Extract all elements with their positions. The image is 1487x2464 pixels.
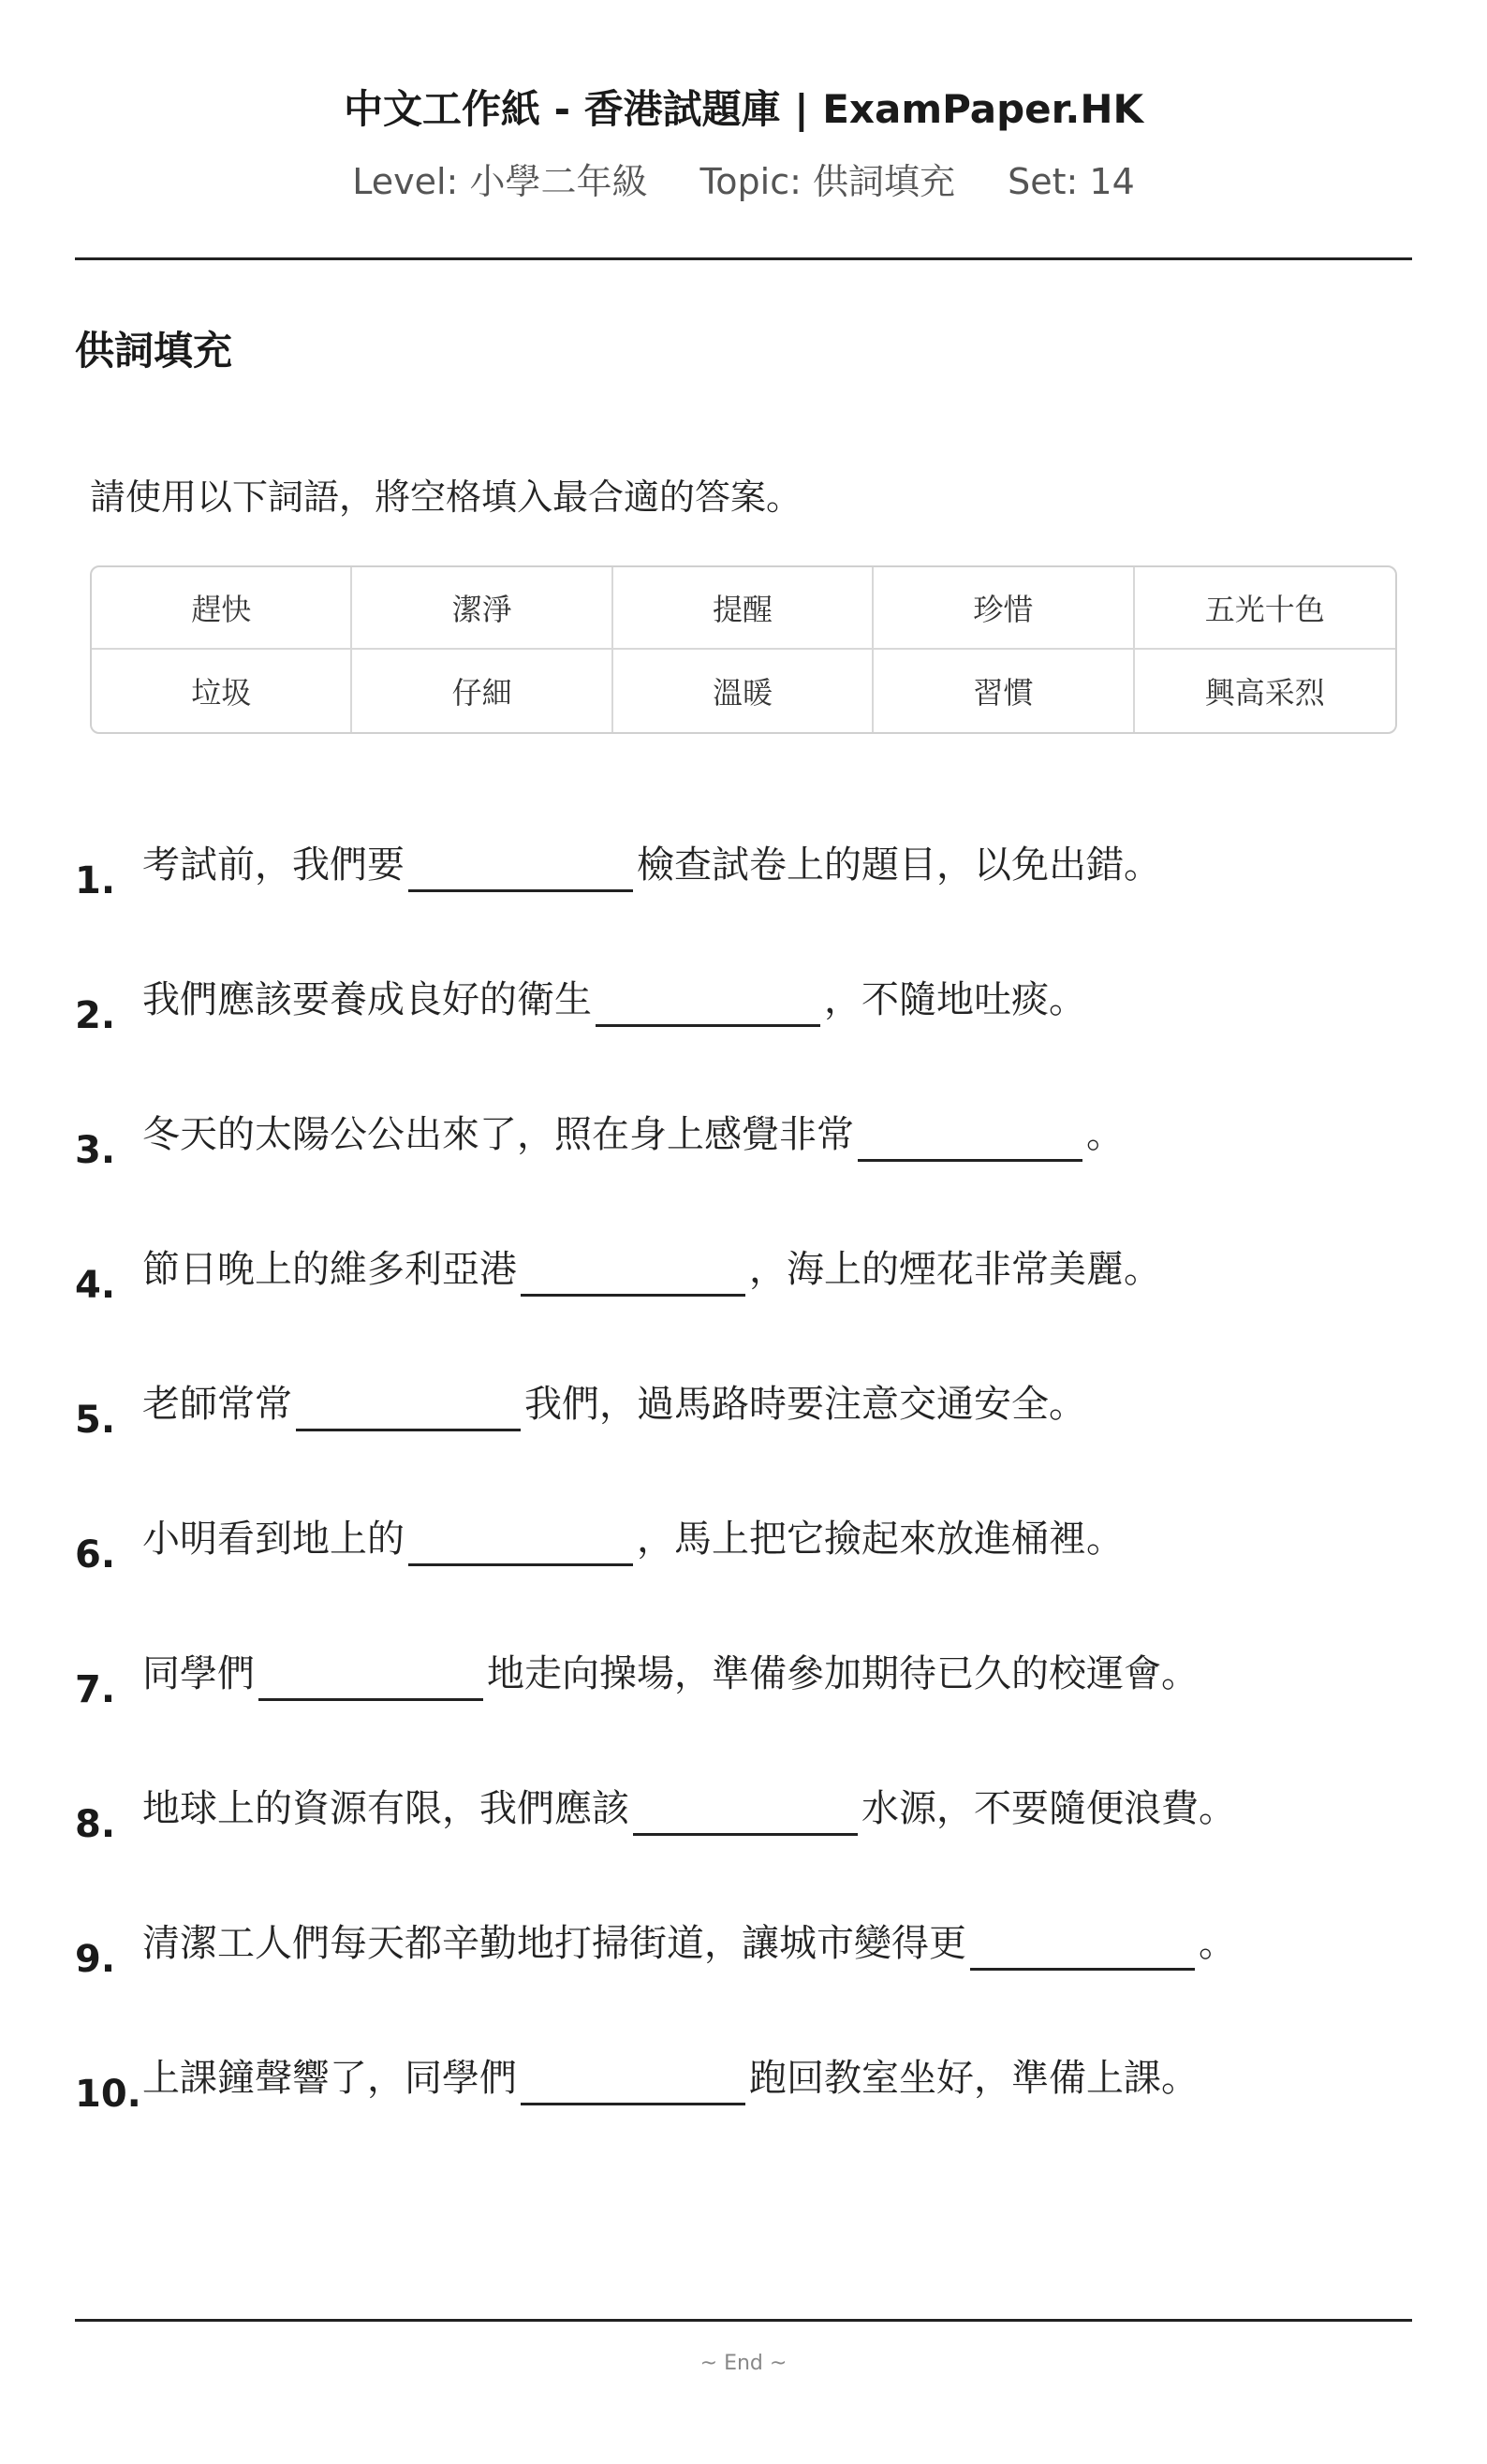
question-item: [75, 1245, 1412, 1380]
question-text-before: 我們應該要養成良好的衛生: [142, 978, 592, 1021]
answer-blank[interactable]: [970, 1927, 1195, 1971]
instruction-text: 請使用以下詞語，將空格填入最合適的答案。: [90, 477, 802, 518]
question-number: 6.: [75, 1533, 116, 1577]
footer-divider: [75, 2319, 1412, 2322]
question-item: [75, 1110, 1412, 1245]
question-text-before: 上課鐘聲響了，同學們: [142, 2057, 517, 2100]
word-bank-cell: 珍惜: [874, 567, 1134, 650]
question-number: 5.: [75, 1399, 116, 1442]
question-item: [75, 1784, 1412, 1919]
question-item: [75, 2054, 1412, 2189]
question-item: [75, 1380, 1412, 1515]
worksheet-page: [75, 0, 1412, 2464]
question-text-before: 清潔工人們每天都辛勤地打掃街道，讓城市變得更: [142, 1922, 966, 1965]
question-text-before: 地球上的資源有限，我們應該: [142, 1787, 629, 1830]
question-text-after: 。: [1086, 1113, 1124, 1156]
question-item: [75, 1919, 1412, 2054]
footer-end-marker: ~ End ~: [699, 2352, 788, 2375]
question-item: [75, 841, 1412, 975]
question-text-after: ，不隨地吐痰。: [824, 978, 1086, 1021]
header-divider: [75, 257, 1412, 260]
question-text-after: ，馬上把它撿起來放進桶裡。: [637, 1518, 1124, 1561]
word-bank-cell: 提醒: [613, 567, 874, 650]
question-text-before: 考試前，我們要: [142, 843, 405, 887]
word-bank-cell: 仔細: [352, 650, 612, 732]
question-text-after: 。: [1199, 1922, 1236, 1965]
word-bank-cell: 趕快: [92, 567, 352, 650]
question-text-before: 小明看到地上的: [142, 1518, 405, 1561]
answer-blank[interactable]: [408, 1522, 633, 1566]
question-item: [75, 975, 1412, 1110]
question-text-after: 檢查試卷上的題目，以免出錯。: [637, 843, 1161, 887]
answer-blank[interactable]: [296, 1387, 521, 1431]
question-number: 2.: [75, 994, 116, 1037]
level-label: Level: 小學二年級: [352, 161, 648, 203]
answer-blank[interactable]: [521, 2061, 745, 2105]
question-item: [75, 1515, 1412, 1650]
word-bank-cell: 垃圾: [92, 650, 352, 732]
set-label: Set: 14: [1008, 161, 1135, 203]
answer-blank[interactable]: [408, 848, 633, 892]
question-number: 7.: [75, 1668, 116, 1711]
answer-blank[interactable]: [633, 1792, 858, 1836]
question-number: 1.: [75, 859, 116, 902]
answer-blank[interactable]: [596, 983, 820, 1027]
answer-blank[interactable]: [858, 1118, 1082, 1162]
word-bank-cell: 興高采烈: [1204, 675, 1325, 711]
question-text-after: ，海上的煙花非常美麗。: [749, 1248, 1161, 1291]
worksheet-header: [75, 86, 1412, 204]
answer-blank[interactable]: [258, 1657, 483, 1701]
question-text-before: 節日晚上的維多利亞港: [142, 1248, 517, 1291]
question-text-after: 水源，不要隨便浪費。: [861, 1787, 1236, 1830]
word-bank-cell: 五光十色: [1135, 567, 1395, 650]
word-bank-table: [90, 565, 1397, 734]
question-number: 4.: [75, 1264, 116, 1307]
question-number: 3.: [75, 1129, 116, 1172]
word-bank-cell: 潔淨: [352, 567, 612, 650]
question-number: 10.: [75, 2073, 141, 2116]
topic-label: Topic: 供詞填充: [699, 161, 956, 203]
question-text-after: 地走向操場，準備參加期待已久的校運會。: [487, 1652, 1199, 1695]
worksheet-meta: [75, 161, 1412, 204]
question-number: 8.: [75, 1803, 116, 1846]
word-bank-cell: 習慣: [874, 650, 1134, 732]
question-number: 9.: [75, 1938, 116, 1981]
question-text-after: 我們，過馬路時要注意交通安全。: [524, 1383, 1086, 1426]
question-text-before: 同學們: [142, 1652, 255, 1695]
word-bank-cell: 溫暖: [613, 650, 874, 732]
section-title: 供詞填充: [75, 328, 233, 374]
question-text-before: 老師常常: [142, 1383, 292, 1426]
question-list: [75, 841, 1412, 2189]
question-text-before: 冬天的太陽公公出來了，照在身上感覺非常: [142, 1113, 854, 1156]
worksheet-title: 中文工作紙 - 香港試題庫 | ExamPaper.HK: [343, 86, 1144, 132]
question-text-after: 跑回教室坐好，準備上課。: [749, 2057, 1199, 2100]
answer-blank[interactable]: [521, 1253, 745, 1297]
question-item: [75, 1650, 1412, 1784]
